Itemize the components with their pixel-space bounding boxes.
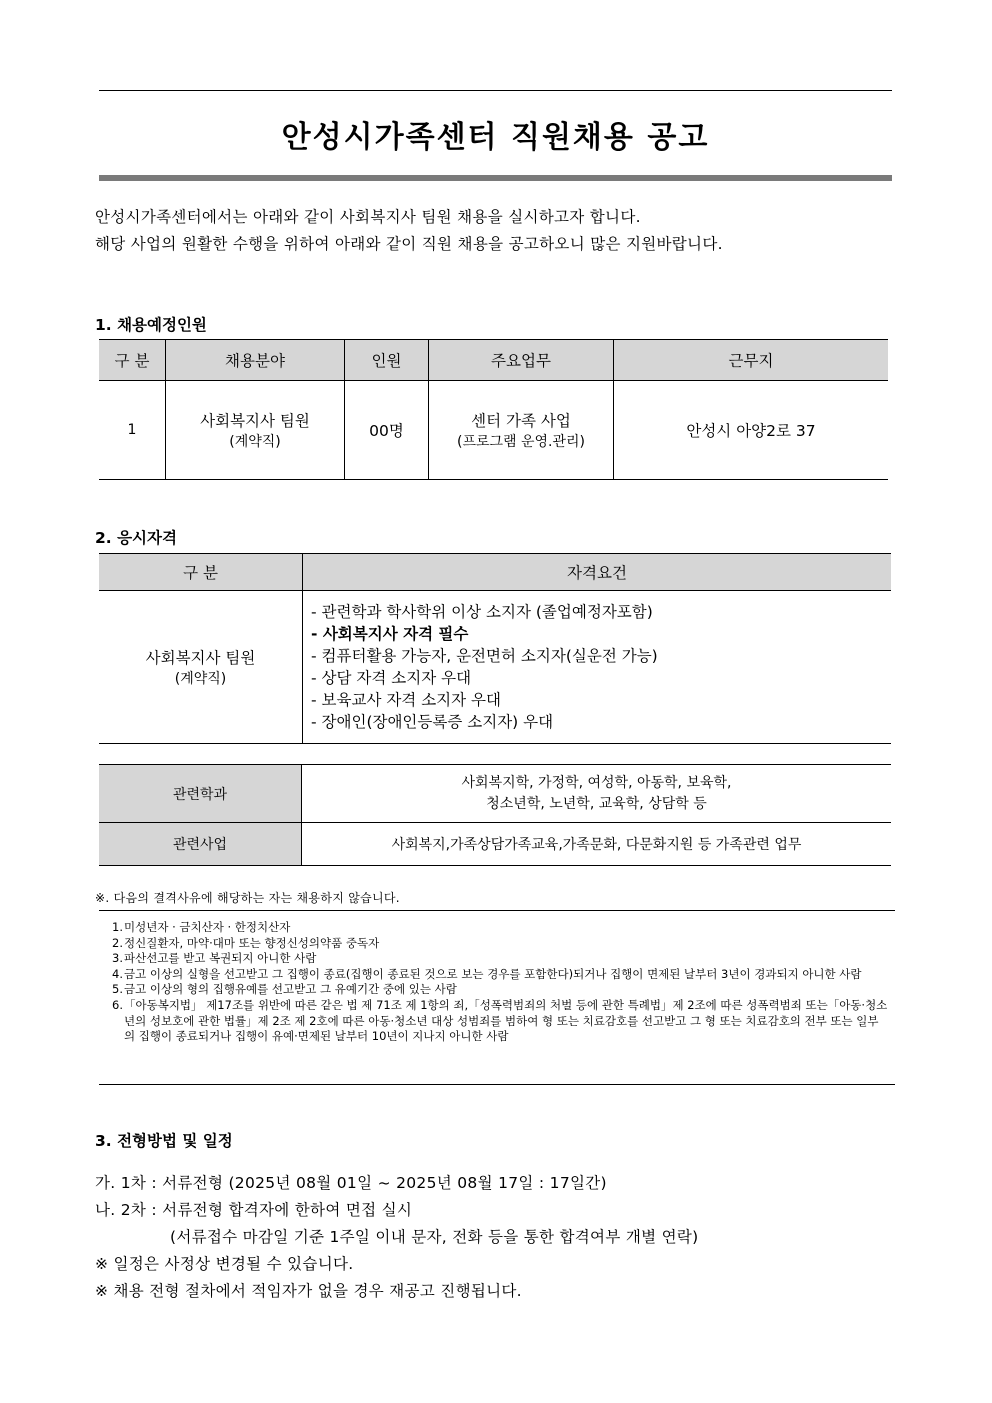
requirement-item: - 컴퓨터활용 가능자, 운전면허 소지자(실운전 가능) bbox=[311, 647, 658, 665]
field-text: 사회복지사 팀원 bbox=[200, 412, 310, 430]
table-row bbox=[99, 823, 891, 866]
schedule-note-2: ※ 채용 전형 절차에서 적임자가 없을 경우 재공고 진행됩니다. bbox=[95, 1282, 522, 1300]
disqualification-list bbox=[112, 920, 888, 1045]
duty-text: 센터 가족 사업 bbox=[471, 412, 571, 430]
section-3-heading: 3. 전형방법 및 일정 bbox=[95, 1132, 233, 1150]
hiring-table-header bbox=[99, 340, 888, 381]
divider bbox=[99, 1084, 895, 1085]
header-field: 채용분야 bbox=[166, 340, 345, 381]
list-item: 6. 「아동복지법」 제17조를 위반에 따른 같은 법 제 71조 제 1항의 죄,「성폭력범죄의 처벌 등에 관한 특례법」제 2조에 따른 성폭력범죄 또는「아동·청소년의 성보호에 관한 법률」제 2조 제 2호에 따른 아동·청소년 대상 성범죄를 범하여 형 또는 치료감호를 선고받고 그 형 또는 치료감호의 전부 또는 일부의 집행이 종료되거나 집행이 유예·면제된 날부터 10년이 지나지 아니한 사람 bbox=[112, 997, 888, 1044]
table-row bbox=[99, 765, 891, 823]
header-category: 구 분 bbox=[99, 340, 166, 381]
header-count: 인원 bbox=[345, 340, 429, 381]
related-biz-value: 사회복지,가족상담가족교육,가족문화, 다문화지원 등 가족관련 업무 bbox=[302, 823, 892, 866]
intro-line-2: 해당 사업의 원활한 수행을 위하여 아래와 같이 직원 채용을 공고하오니 많은 지원바랍니다. bbox=[95, 235, 723, 253]
related-dept-line-1: 사회복지학, 가정학, 여성학, 아동학, 보육학, bbox=[461, 774, 732, 791]
header-category: 구 분 bbox=[99, 554, 303, 591]
list-item: 2. 정신질환자, 마약·대마 또는 향정신성의약품 중독자 bbox=[112, 935, 380, 950]
section-2-heading: 2. 응시자격 bbox=[95, 529, 177, 547]
header-requirements: 자격요건 bbox=[303, 554, 892, 591]
requirement-item: - 장애인(장애인등록증 소지자) 우대 bbox=[311, 713, 554, 731]
related-dept-value bbox=[302, 765, 892, 823]
table-row bbox=[99, 591, 891, 744]
related-table bbox=[99, 764, 891, 866]
schedule-line-2: 나. 2차 : 서류전형 합격자에 한하여 면접 실시 bbox=[95, 1201, 413, 1219]
schedule-note-1: ※ 일정은 사정상 변경될 수 있습니다. bbox=[95, 1255, 354, 1273]
header-location: 근무지 bbox=[614, 340, 889, 381]
section-1-heading: 1. 채용예정인원 bbox=[95, 316, 207, 334]
row-duty bbox=[429, 381, 614, 480]
qualification-table-header bbox=[99, 554, 891, 591]
top-rule bbox=[99, 90, 892, 91]
table-row bbox=[99, 381, 888, 480]
category-subtext: (계약직) bbox=[174, 671, 227, 687]
row-count: 00명 bbox=[345, 381, 429, 480]
disqualification-note: ※. 다음의 결격사유에 해당하는 자는 채용하지 않습니다. bbox=[95, 891, 400, 905]
duty-subtext: (프로그램 운영.관리) bbox=[456, 434, 586, 450]
requirement-item: - 보육교사 자격 소지자 우대 bbox=[311, 691, 502, 709]
requirement-item: - 상담 자격 소지자 우대 bbox=[311, 669, 472, 687]
list-item: 4. 금고 이상의 실형을 선고받고 그 집행이 종료(집행이 종료된 것으로 보는 경우를 포함한다)되거나 집행이 면제된 날부터 3년이 경과되지 아니한 사람 bbox=[112, 966, 862, 981]
requirement-item: - 사회복지사 자격 필수 bbox=[311, 625, 469, 643]
row-location: 안성시 아양2로 37 bbox=[614, 381, 889, 480]
row-number: 1 bbox=[99, 381, 166, 480]
page-title: 안성시가족센터 직원채용 공고 bbox=[281, 120, 710, 155]
related-dept-label: 관련학과 bbox=[99, 765, 302, 823]
list-item: 3. 파산선고를 받고 복권되지 아니한 사람 bbox=[112, 951, 317, 966]
related-biz-label: 관련사업 bbox=[99, 823, 302, 866]
list-item: 5. 금고 이상의 형의 집행유예를 선고받고 그 유예기간 중에 있는 사람 bbox=[112, 982, 457, 997]
field-subtext: (계약직) bbox=[229, 434, 281, 450]
row-field bbox=[166, 381, 345, 480]
header-duty: 주요업무 bbox=[429, 340, 614, 381]
requirements-list bbox=[303, 591, 892, 744]
qualification-category bbox=[99, 591, 303, 744]
schedule-line-3: (서류접수 마감일 기준 1주일 이내 문자, 전화 등을 통한 합격여부 개별 연락) bbox=[170, 1228, 699, 1246]
requirement-item: - 관련학과 학사학위 이상 소지자 (졸업예정자포함) bbox=[311, 603, 653, 621]
qualification-table bbox=[99, 553, 891, 744]
list-item: 1. 미성년자 · 금치산자 · 한정치산자 bbox=[112, 920, 291, 934]
category-text: 사회복지사 팀원 bbox=[145, 649, 256, 667]
related-dept-line-2: 청소년학, 노년학, 교육학, 상담학 등 bbox=[486, 795, 707, 812]
divider bbox=[99, 910, 895, 911]
hiring-table bbox=[99, 339, 888, 480]
title-underline-bar bbox=[99, 175, 892, 181]
schedule-line-1: 가. 1차 : 서류전형 (2025년 08월 01일 ~ 2025년 08월 17일 : 17일간) bbox=[95, 1174, 607, 1192]
intro-line-1: 안성시가족센터에서는 아래와 같이 사회복지사 팀원 채용을 실시하고자 합니다. bbox=[95, 208, 641, 226]
